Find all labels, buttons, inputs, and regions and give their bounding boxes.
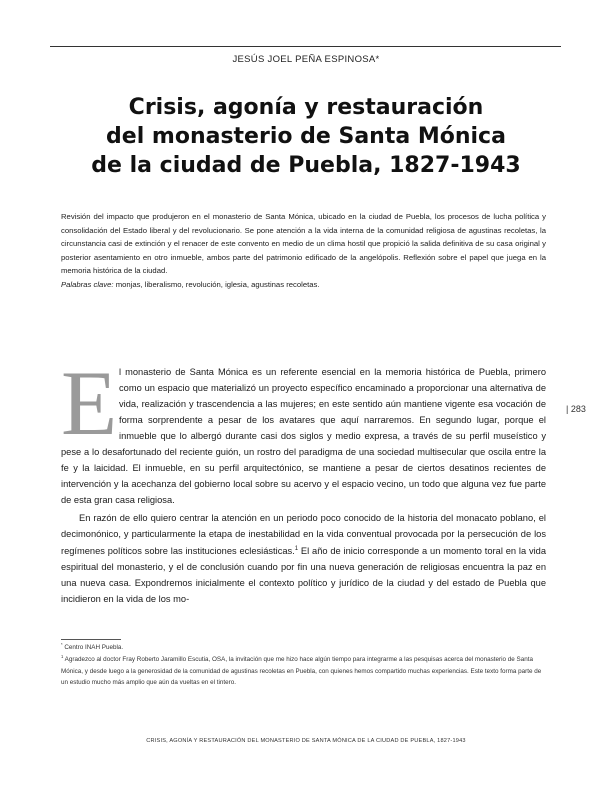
keywords: monjas, liberalismo, revolución, iglesia, agustinas recoletas. [115, 279, 320, 289]
paragraph-2 [61, 510, 546, 606]
running-footer: CRISIS, AGONÍA Y RESTAURACIÓN DEL MONASTERIO DE SANTA MÓNICA DE LA CIUDAD DE PUEBLA, 1827-1943 [146, 738, 466, 744]
article-body [61, 352, 546, 607]
paragraph-1 [61, 352, 546, 508]
paragraph-1-text: l monasterio de Santa Mónica es un referente esencial en la memoria histórica de Puebla, primero como un espacio que materializó un proyecto específico encaminado a proporcionar una alternativa de vida, realización y trascendencia a las mujeres; en este sentido aún mantiene vigente esa vocación de forma sorprendente a pesar de los avatares que aquí narraremos. En segundo lugar, porque el inmueble que lo albergó durante casi dos siglos y medio expresa, a través de su perfil museístico y pese a lo desafortunado del reciente guión, un rostro del paradigma de una sociedad multisecular que oscila entre la fe y la laicidad. El inmueble, en su perfil arquitectónico, se mantiene a pesar de ciertos desatinos recientes de intervención y la acechanza del gobierno local sobre su acervo y el espacio vecino, un todo que alguna vez fue parte de esta gran casa religiosa. [61, 367, 546, 506]
paragraph-2-text-b: El año de inicio corresponde a un momento toral en la vida espiritual del monasterio, y el de conclusión cuando por fin una nueva generación de religiosas encuentra la paz en una nueva casa. Expondremos inicialmente el contexto político y jurídico de la ciudad y del estado de Puebla que incidieron en la vida de los mo- [61, 545, 546, 604]
footnote-ref-1[interactable]: 1 [294, 545, 299, 552]
footnotes [61, 642, 546, 689]
title-line-3: de la ciudad de Puebla, 1827-1943 [91, 153, 521, 178]
keywords-label: Palabras clave: [61, 279, 114, 289]
title-line-2: del monasterio de Santa Mónica [106, 124, 506, 149]
footnote-1 [61, 642, 546, 653]
article-title [0, 93, 612, 180]
footnote-1-mark: * [61, 641, 63, 647]
footnote-2-mark: 1 [61, 654, 64, 660]
page-number: | 283 [566, 404, 586, 414]
footnote-1-text: Centro INAH Puebla. [62, 644, 124, 651]
abstract-text: Revisión del impacto que produjeron en el monasterio de Santa Mónica, ubicado en la ciudad de Puebla, los procesos de lucha política y consolidación del Estado liberal y del revolucionario. Se pone atención a la vida interna de la comunidad religiosa de agustinas recoletas, la circunstancia casi de extinción y el renacer de este convento en medio de un clima hostil que propició la salida definitiva de su casa original y posterior asentamiento en otro inmueble, ambos parte del patrimonio edificado de la angelópolis. Reflexión sobre el papel que juega en la memoria histórica de la ciudad. [61, 212, 546, 276]
drop-cap: E [61, 352, 118, 454]
footnote-2-text: Agradezco al doctor Fray Roberto Jaramillo Escutia, OSA, la invitación que me hizo hace algún tiempo para integrarme a las pesquisas acerca del monasterio de Santa Mónica, y desde luego a la generosidad de la comunidad de agustinas recoletas en Puebla, con quienes hemos compartido muchas experiencias. Este texto forma parte de un estudio mucho más amplio que aún da vueltas en el tintero. [61, 656, 542, 687]
paragraph-2-text-a: En razón de ello quiero centrar la atención en un periodo poco conocido de la historia del monacato poblano, el decimonónico, y particularmente la etapa de inestabilidad en la vida conventual provocada por la persecución de los regímenes políticos sobre las instituciones eclesiásticas. [61, 513, 546, 556]
header-rule [50, 46, 561, 47]
footnote-2 [61, 654, 546, 688]
abstract [61, 210, 546, 292]
title-line-1: Crisis, agonía y restauración [128, 95, 484, 120]
footnote-rule [61, 639, 121, 640]
author-name: JESÚS JOEL PEÑA ESPINOSA* [232, 54, 380, 65]
